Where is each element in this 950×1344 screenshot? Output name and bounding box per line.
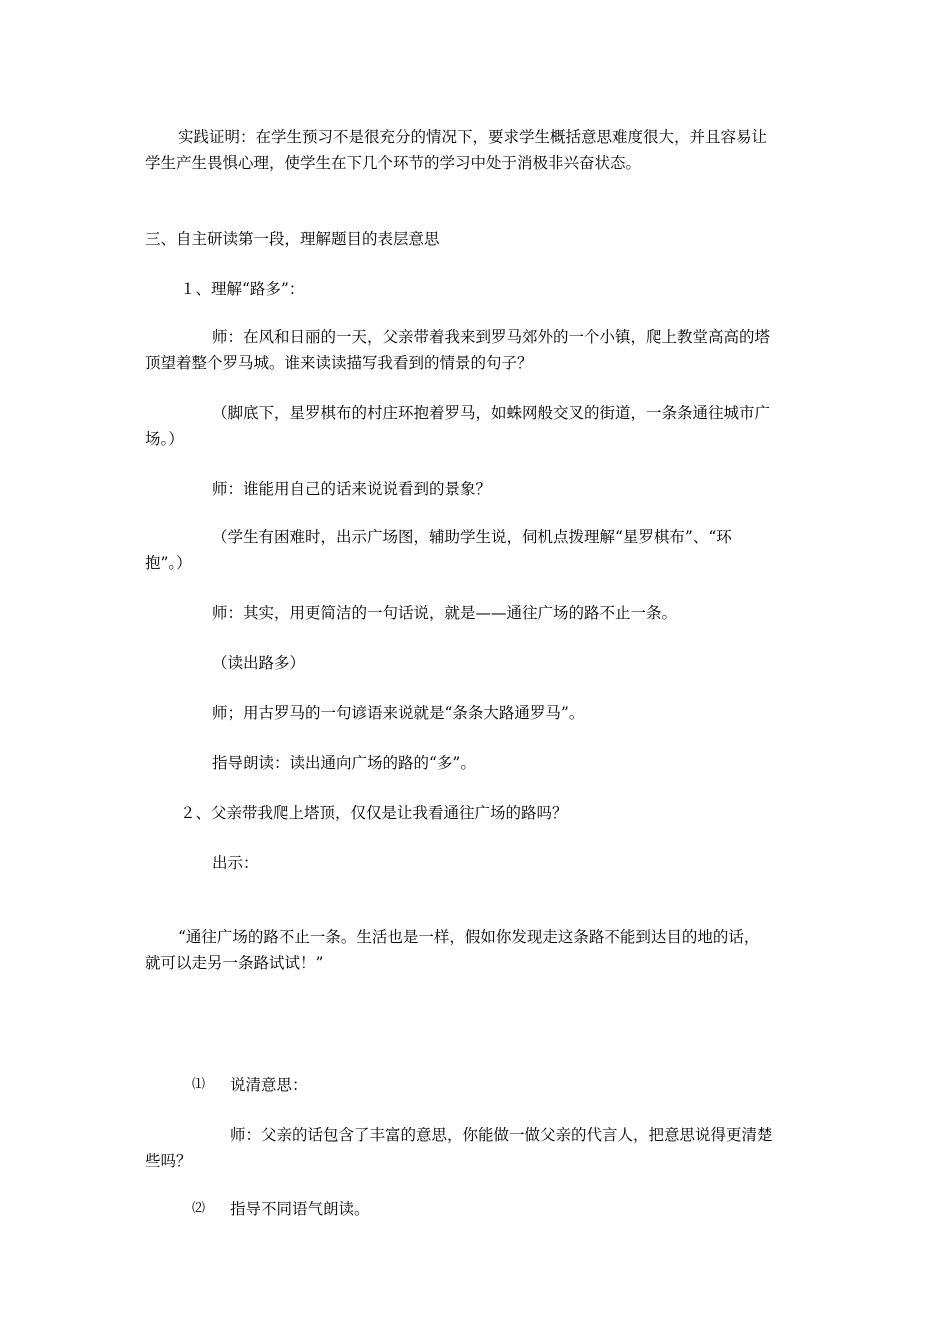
father-quote-paragraph — [145, 924, 807, 976]
text-line: “通往广场的路不止一条。生活也是一样，假如你发现走这条路不能到达目的地的话， — [178, 928, 760, 946]
show-label: 出示： — [212, 854, 259, 872]
sub-item-1-number: ⑴ — [192, 1077, 206, 1092]
teacher-line-3: 师：其实，用更简洁的一句话说，就是——通往广场的路不止一条。 — [212, 604, 678, 622]
quote-paragraph-1 — [145, 400, 807, 452]
note-paragraph-2 — [145, 524, 807, 576]
sub-item-2-number: ⑵ — [192, 1201, 206, 1216]
paragraph-practice-proof — [145, 124, 807, 176]
text-line: 抱”。） — [145, 554, 192, 572]
sub-item-1-text: 说清意思： — [230, 1076, 308, 1094]
sub-item-2-text: 指导不同语气朗读。 — [230, 1200, 370, 1218]
item-heading-1: １、理解“路多”： — [180, 280, 305, 298]
text-line: 就可以走另一条路试试！” — [145, 954, 324, 972]
teacher-paragraph-6 — [145, 1122, 807, 1174]
text-line: 师：在风和日丽的一天，父亲带着我来到罗马郊外的一个小镇，爬上教堂高高的塔 — [212, 328, 771, 346]
item-heading-2: ２、父亲带我爬上塔顶，仅仅是让我看通往广场的路吗？ — [180, 804, 568, 822]
note-line-3: （读出路多） — [212, 654, 306, 672]
text-line: 顶望着整个罗马城。谁来读读描写我看到的情景的句子？ — [145, 354, 533, 372]
text-line: 学生产生畏惧心理，使学生在下几个环节的学习中处于消极非兴奋状态。 — [145, 154, 642, 172]
section-heading-3: 三、自主研读第一段，理解题目的表层意思 — [145, 230, 440, 248]
text-line: 些吗？ — [145, 1152, 192, 1170]
text-line: 场。） — [145, 430, 184, 448]
text-line: 师：父亲的话包含了丰富的意思，你能做一做父亲的代言人，把意思说得更清楚 — [230, 1126, 773, 1144]
teacher-paragraph-1 — [145, 324, 807, 376]
text-line: 实践证明：在学生预习不是很充分的情况下，要求学生概括意思难度很大，并且容易让 — [178, 128, 768, 146]
teacher-line-2: 师：谁能用自己的话来说说看到的景象？ — [212, 480, 492, 498]
teacher-line-4: 师；用古罗马的一句谚语来说就是“条条大路通罗马”。 — [212, 704, 585, 722]
reading-guide-line: 指导朗读：读出通向广场的路的“多”。 — [212, 754, 476, 772]
text-line: （脚底下，星罗棋布的村庄环抱着罗马，如蛛网般交叉的街道，一条条通往城市广 — [212, 404, 771, 422]
text-line: （学生有困难时，出示广场图，辅助学生说，伺机点拨理解“星罗棋布”、“环 — [212, 528, 732, 546]
